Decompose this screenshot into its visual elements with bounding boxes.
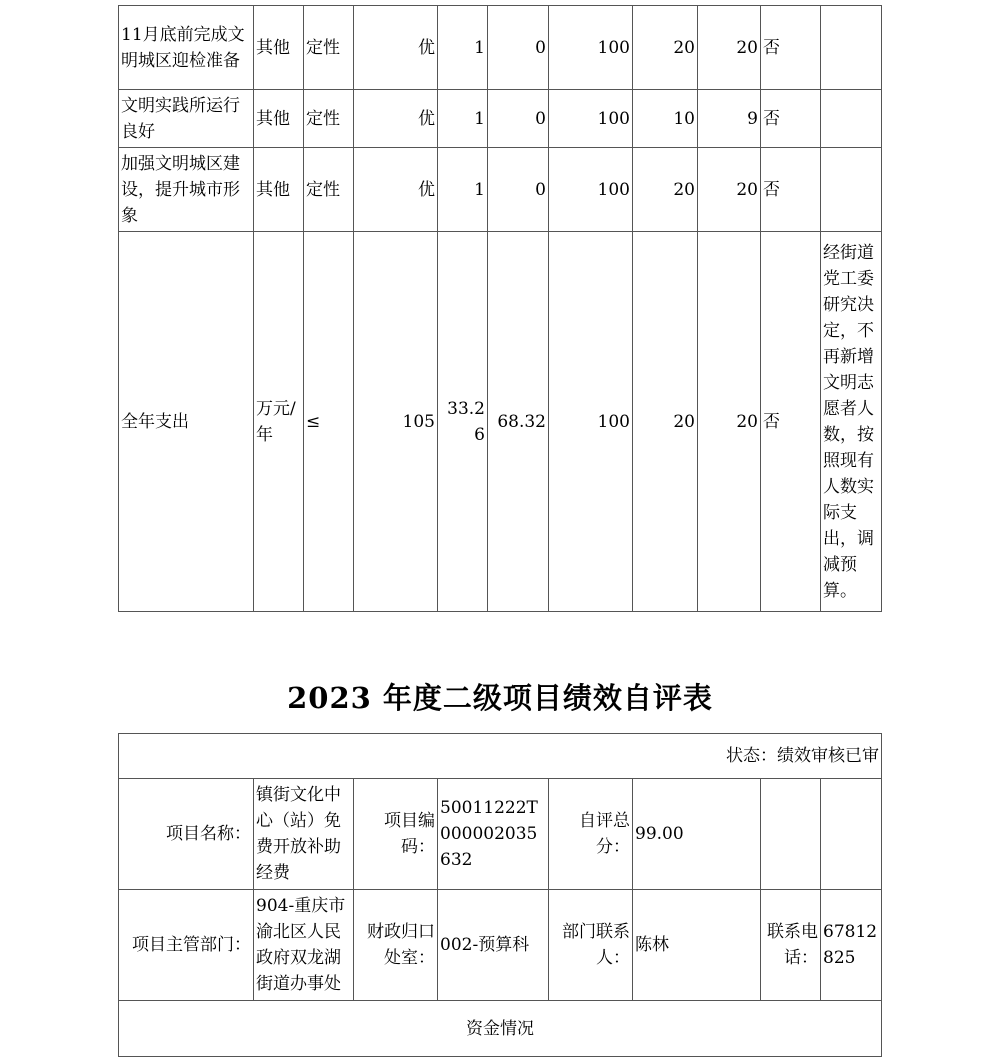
dept-value: 904-重庆市渝北区人民政府双龙湖街道办事处: [254, 890, 354, 1001]
phone-label: 联系电话：: [761, 890, 821, 1001]
score-rate: 100: [549, 232, 633, 612]
score-rate: 100: [549, 148, 633, 232]
weight-value: 1: [438, 90, 488, 148]
target-value: 105: [354, 232, 438, 612]
deduct-flag: 否: [761, 6, 821, 90]
indicator-type: 万元/年: [254, 232, 304, 612]
indicator-name: 11月底前完成文明城区迎检准备: [119, 6, 254, 90]
indicator-nature: ≤: [304, 232, 354, 612]
target-value: 优: [354, 148, 438, 232]
actual-value: 0: [488, 6, 549, 90]
note-text: [821, 148, 882, 232]
indicator-type: 其他: [254, 6, 304, 90]
full-score: 20: [633, 148, 698, 232]
indicator-nature: 定性: [304, 90, 354, 148]
score-got: 20: [698, 232, 761, 612]
form-title: 2023 年度二级项目绩效自评表: [287, 681, 713, 715]
indicator-type: 其他: [254, 148, 304, 232]
weight-value: 33.26: [438, 232, 488, 612]
full-score: 10: [633, 90, 698, 148]
indicator-table: [118, 5, 882, 612]
contact-value: 陈林: [633, 890, 761, 1001]
actual-value: 68.32: [488, 232, 549, 612]
project-info-table: [118, 733, 882, 1057]
actual-value: 0: [488, 148, 549, 232]
project-code-value: 50011222T000002035632: [438, 779, 549, 890]
note-text: 经街道党工委研究决定，不再新增文明志愿者人数，按照现有人数实际支出，调减预算。: [821, 232, 882, 612]
indicator-name: 加强文明城区建设，提升城市形象: [119, 148, 254, 232]
self-score-value: 99.00: [633, 779, 761, 890]
finance-office-value: 002-预算科: [438, 890, 549, 1001]
funds-header: 资金情况: [119, 1001, 882, 1057]
empty-cell: [761, 779, 821, 890]
score-got: 9: [698, 90, 761, 148]
deduct-flag: 否: [761, 232, 821, 612]
note-text: [821, 90, 882, 148]
contact-label: 部门联系人：: [549, 890, 633, 1001]
indicator-type: 其他: [254, 90, 304, 148]
phone-value: 67812825: [821, 890, 882, 1001]
note-text: [821, 6, 882, 90]
project-name-value: 镇街文化中心（站）免费开放补助经费: [254, 779, 354, 890]
self-score-label: 自评总分：: [549, 779, 633, 890]
indicator-row: [119, 148, 882, 232]
full-score: 20: [633, 232, 698, 612]
indicator-row: [119, 232, 882, 612]
indicator-row: [119, 6, 882, 90]
project-name-label: 项目名称：: [119, 779, 254, 890]
deduct-flag: 否: [761, 90, 821, 148]
score-rate: 100: [549, 6, 633, 90]
score-rate: 100: [549, 90, 633, 148]
actual-value: 0: [488, 90, 549, 148]
indicator-nature: 定性: [304, 148, 354, 232]
full-score: 20: [633, 6, 698, 90]
status-text: 状态：绩效审核已审: [119, 734, 882, 779]
target-value: 优: [354, 6, 438, 90]
indicator-nature: 定性: [304, 6, 354, 90]
score-got: 20: [698, 148, 761, 232]
dept-label: 项目主管部门：: [119, 890, 254, 1001]
target-value: 优: [354, 90, 438, 148]
weight-value: 1: [438, 148, 488, 232]
finance-office-label: 财政归口处室：: [354, 890, 438, 1001]
empty-cell: [821, 779, 882, 890]
indicator-name: 文明实践所运行良好: [119, 90, 254, 148]
project-code-label: 项目编码：: [354, 779, 438, 890]
score-got: 20: [698, 6, 761, 90]
indicator-name: 全年支出: [119, 232, 254, 612]
indicator-row: [119, 90, 882, 148]
deduct-flag: 否: [761, 148, 821, 232]
weight-value: 1: [438, 6, 488, 90]
